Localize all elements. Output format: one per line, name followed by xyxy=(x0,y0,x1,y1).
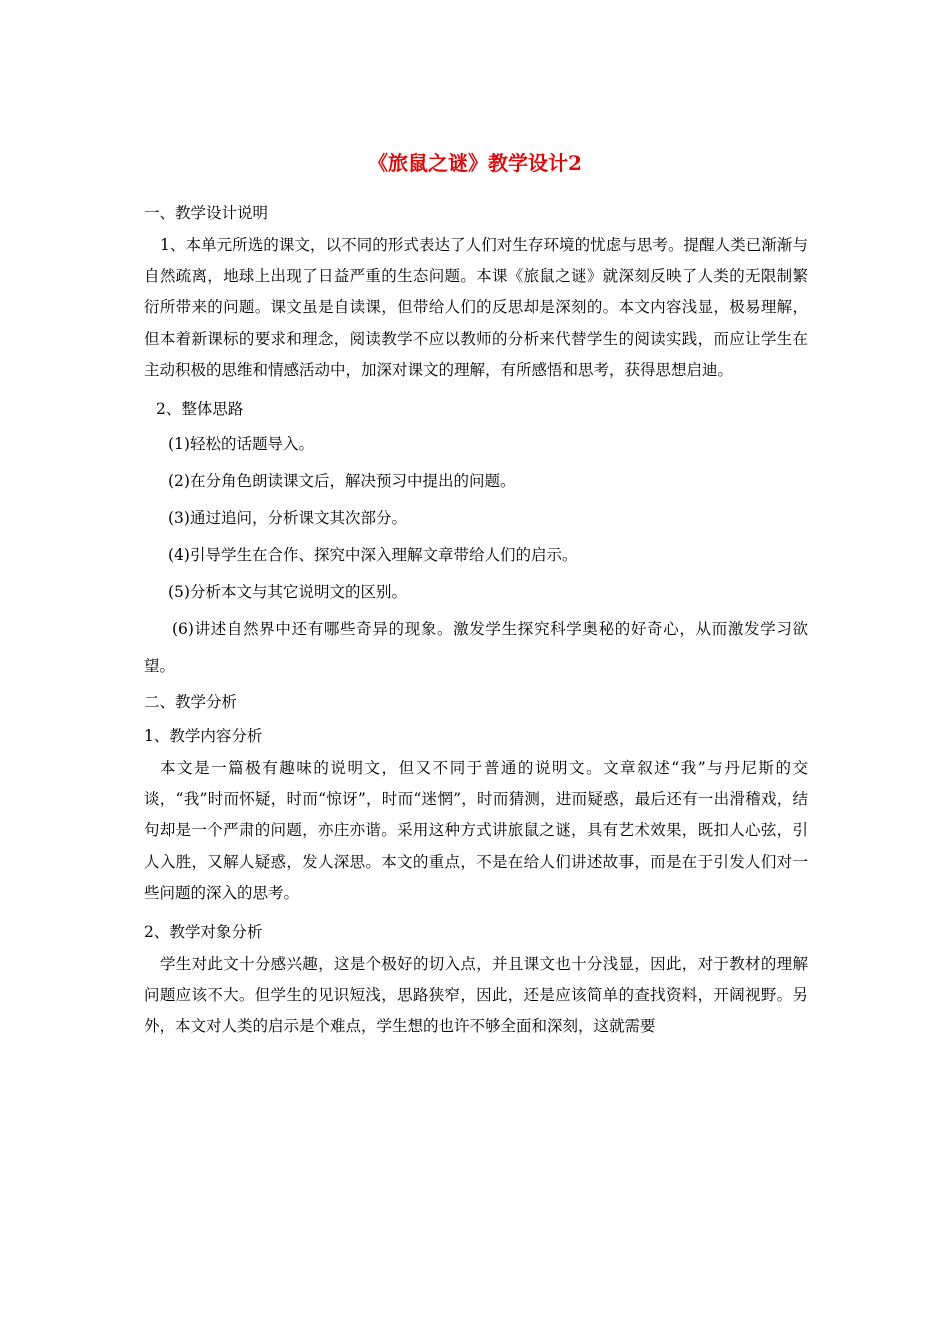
subheading-content-analysis: 1、教学内容分析 xyxy=(144,727,263,746)
section-heading-teaching-analysis: 二、教学分析 xyxy=(144,693,238,712)
document-body xyxy=(144,196,808,1043)
step-item: (4)引导学生在合作、探究中深入理解文章带给人们的启示。 xyxy=(168,546,578,565)
step-item: (6)讲述自然界中还有哪些奇异的现象。激发学生探究科学奥秘的好奇心，从而激发学习欲望。 xyxy=(144,620,808,676)
subheading-audience-analysis: 2、教学对象分析 xyxy=(144,923,263,942)
paragraph-unit-overview: 1、本单元所选的课文，以不同的形式表达了人们对生存环境的忧虑与思考。提醒人类已渐渐与自然疏离，地球上出现了日益严重的生态问题。本课《旅鼠之谜》就深刻反映了人类的无限制繁衍所带来的问题。课文虽是自读课，但带给人们的反思却是深刻的。本文内容浅显，极易理解，但本着新课标的要求和理念，阅读教学不应以教师的分析来代替学生的阅读实践，而应让学生在主动积极的思维和情感活动中，加深对课文的理解，有所感悟和思考，获得思想启迪。 xyxy=(144,236,808,379)
paragraph-audience-analysis: 学生对此文十分感兴趣，这是个极好的切入点，并且课文也十分浅显，因此，对于教材的理解问题应该不大。但学生的见识短浅，思路狭窄，因此，还是应该简单的查找资料，开阔视野。另外，本文对人类的启示是个难点，学生想的也许不够全面和深刻，这就需要 xyxy=(144,955,808,1036)
step-item: (1)轻松的话题导入。 xyxy=(168,435,314,454)
step-item: (2)在分角色朗读课文后，解决预习中提出的问题。 xyxy=(168,472,516,491)
paragraph-content-analysis: 本文是一篇极有趣味的说明文，但又不同于普通的说明文。文章叙述“我”与丹尼斯的交谈，“我”时而怀疑，时而“惊讶”，时而“迷惘”，时而猜测，进而疑惑，最后还有一出滑稽戏，结句却是一个严肃的问题，亦庄亦谐。采用这种方式讲旅鼠之谜，具有艺术效果，既扣人心弦，引人入胜，又解人疑惑，发人深思。本文的重点，不是在给人们讲述故事，而是在于引发人们对一些问题的深入的思考。 xyxy=(144,759,808,902)
section-heading-design-notes: 一、教学设计说明 xyxy=(144,204,269,222)
step-item: (5)分析本文与其它说明文的区别。 xyxy=(168,583,407,602)
step-item: (3)通过追问，分析课文其次部分。 xyxy=(168,509,407,528)
subheading-overall-approach: 2、整体思路 xyxy=(156,400,244,419)
document-title: 《旅鼠之谜》教学设计2 xyxy=(368,151,582,175)
